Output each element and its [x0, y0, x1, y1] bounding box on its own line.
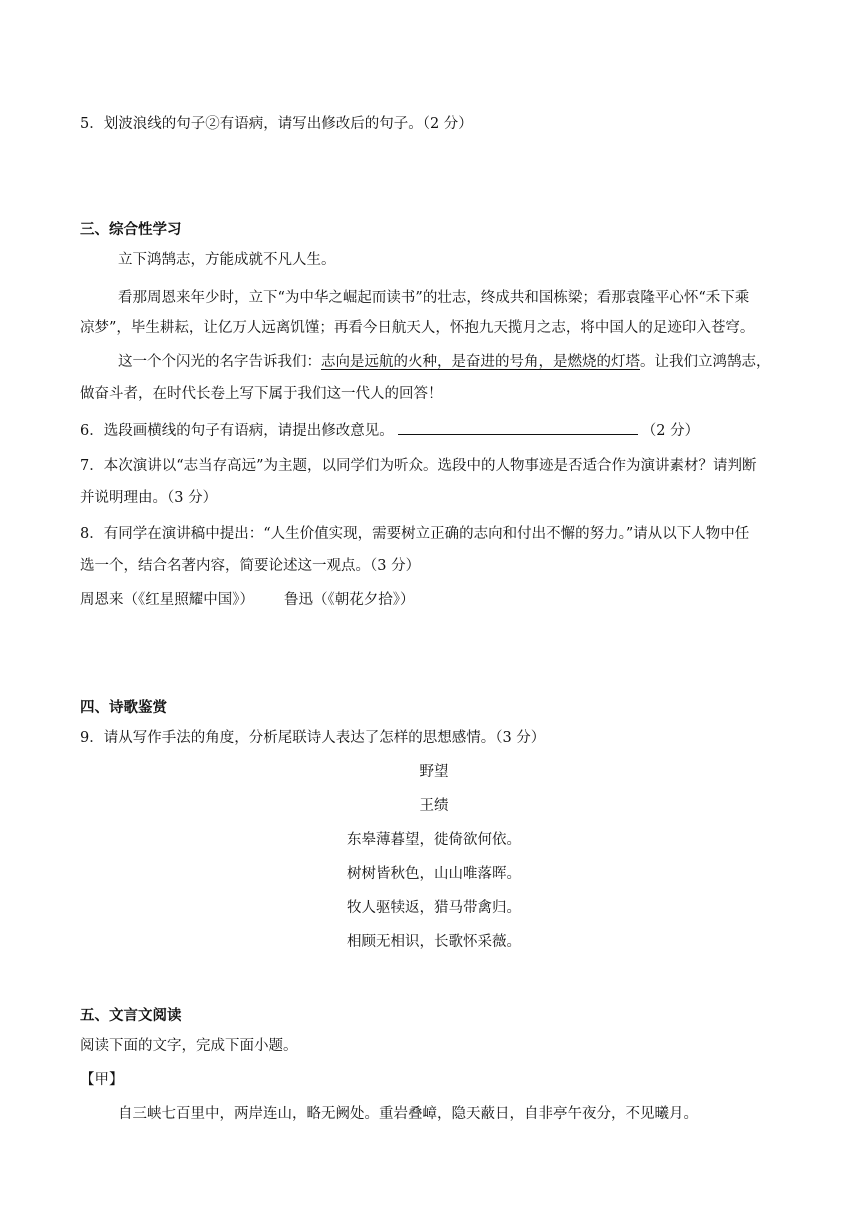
- question-9: 9．请从写作手法的角度，分析尾联诗人表达了怎样的思想感情。（3 分）: [80, 730, 546, 746]
- question-8-line-2: 选一个，结合名著内容，简要论述这一观点。（3 分）: [80, 558, 421, 574]
- question-6: [80, 420, 699, 441]
- poem-title: 野望: [419, 764, 449, 780]
- answer-blank[interactable]: [398, 420, 638, 435]
- question-8-options: [80, 590, 415, 610]
- question-8-line-1: 8．有同学在演讲稿中提出：“人生价值实现，需要树立正确的志向和付出不懈的努力。”请从以下人物中任: [80, 526, 750, 542]
- option-lu-xun: 鲁迅（《朝花夕拾》）: [284, 592, 415, 608]
- poem-line-2: 树树皆秋色，山山唯落晖。: [347, 866, 521, 882]
- section-3-para-1: 立下鸿鹄志，方能成就不凡人生。: [118, 252, 336, 268]
- passage-label-jia: 【甲】: [80, 1072, 124, 1088]
- poem-line-1: 东皋薄暮望，徙倚欲何依。: [347, 832, 521, 848]
- section-3-heading: 三、综合性学习: [80, 222, 182, 238]
- poem-author: 王绩: [419, 798, 449, 814]
- section-5-heading: 五、文言文阅读: [80, 1008, 182, 1024]
- section-4-heading: 四、诗歌鉴赏: [80, 700, 167, 716]
- para-3-suffix: 。让我们立鸿鹄志，: [640, 354, 771, 370]
- question-5: 5．划波浪线的句子②有语病，请写出修改后的句子。（2 分）: [80, 116, 473, 132]
- question-7-line-2: 并说明理由。（3 分）: [80, 490, 218, 506]
- option-zhou-enlai: 周恩来（《红星照耀中国》）: [80, 592, 254, 608]
- question-6-text: 6．选段画横线的句子有语病，请提出修改意见。: [80, 423, 394, 439]
- section-3-para-2-line-1: 看那周恩来年少时，立下“为中华之崛起而读书”的壮志，终成共和国栋梁；看那袁隆平心怀“禾下乘: [118, 290, 750, 306]
- poem-line-3: 牧人驱犊返，猎马带禽归。: [347, 900, 521, 916]
- underlined-sentence: 志向是远航的火种，是奋进的号角，是燃烧的灯塔: [321, 354, 640, 370]
- section-3-para-3-line-1: [118, 352, 771, 372]
- question-6-score: （2 分）: [641, 423, 700, 439]
- section-3-para-2-line-2: 凉梦”，毕生耕耘，让亿万人远离饥馑；再看今日航天人，怀抱九天揽月之志，将中国人的足迹印入苍穹。: [80, 320, 755, 336]
- section-3-para-3-line-2: 做奋斗者，在时代长卷上写下属于我们这一代人的回答！: [80, 386, 443, 402]
- para-3-prefix: 这一个个闪光的名字告诉我们：: [118, 354, 321, 370]
- section-5-intro: 阅读下面的文字，完成下面小题。: [80, 1038, 298, 1054]
- question-7-line-1: 7．本次演讲以“志当存高远”为主题，以同学们为听众。选段中的人物事迹是否适合作为演讲素材？请判断: [80, 458, 757, 474]
- poem-line-4: 相顾无相识，长歌怀采薇。: [347, 934, 521, 950]
- passage-jia-para-1: 自三峡七百里中，两岸连山，略无阙处。重岩叠嶂，隐天蔽日，自非亭午夜分，不见曦月。: [118, 1106, 698, 1122]
